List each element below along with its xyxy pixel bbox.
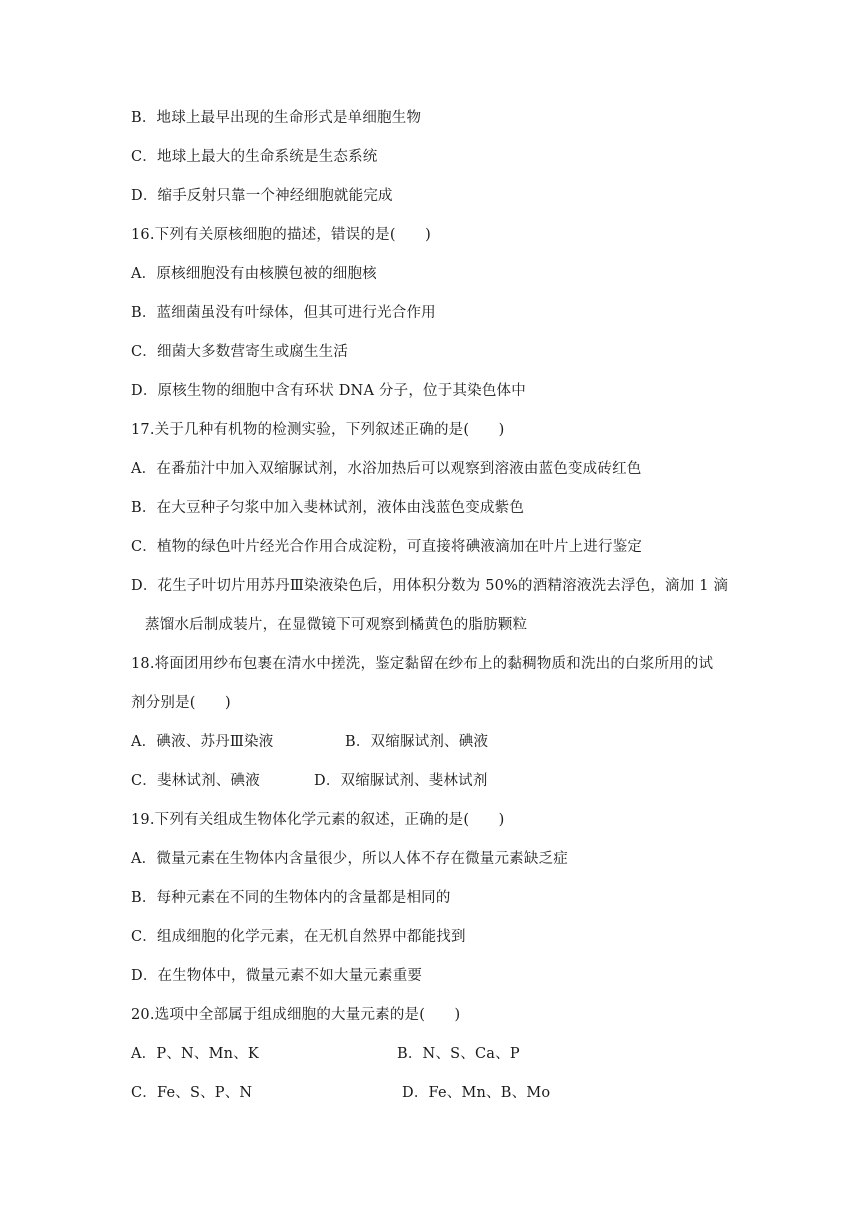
option-line: B．每种元素在不同的生物体内的含量都是相同的 [131, 890, 451, 906]
option-line: B．在大豆种子匀浆中加入斐林试剂，液体由浅蓝色变成紫色 [131, 500, 525, 516]
question-16: 16.下列有关原核细胞的描述，错误的是( ) [131, 227, 431, 243]
question-20: 20.选项中全部属于组成细胞的大量元素的是( ) [131, 1007, 461, 1023]
option-b: B．N、S、Ca、P [397, 1046, 520, 1062]
option-line: B．蓝细菌虽没有叶绿体，但其可进行光合作用 [131, 305, 436, 321]
option-line: D．花生子叶切片用苏丹Ⅲ染液染色后，用体积分数为 50%的酒精溶液洗去浮色，滴加 1 滴 [131, 578, 729, 594]
option-b: B．双缩脲试剂、碘液 [345, 734, 489, 750]
option-a: A．P、N、Mn、K [131, 1046, 259, 1062]
option-d: D．Fe、Mn、B、Mo [402, 1085, 551, 1101]
question-19: 19.下列有关组成生物体化学元素的叙述，正确的是( ) [131, 812, 505, 828]
option-line: A．原核细胞没有由核膜包被的细胞核 [131, 266, 377, 282]
option-line: D．原核生物的细胞中含有环状 DNA 分子，位于其染色体中 [131, 383, 526, 399]
option-d: D．双缩脲试剂、斐林试剂 [314, 773, 488, 789]
option-c: C．Fe、S、P、N [131, 1085, 253, 1101]
option-line: C．植物的绿色叶片经光合作用合成淀粉，可直接将碘液滴加在叶片上进行鉴定 [131, 539, 643, 555]
option-line: D．在生物体中，微量元素不如大量元素重要 [131, 968, 423, 984]
option-line: A．微量元素在生物体内含量很少，所以人体不存在微量元素缺乏症 [131, 851, 568, 867]
option-c: C．斐林试剂、碘液 [131, 773, 260, 789]
option-line: B．地球上最早出现的生命形式是单细胞生物 [131, 110, 422, 126]
question-18: 18.将面团用纱布包裹在清水中搓洗，鉴定黏留在纱布上的黏稠物质和洗出的白浆所用的试 [131, 656, 714, 672]
option-line: A．在番茄汁中加入双缩脲试剂，水浴加热后可以观察到溶液由蓝色变成砖红色 [131, 461, 642, 477]
option-line: D．缩手反射只靠一个神经细胞就能完成 [131, 188, 393, 204]
option-continuation: 蒸馏水后制成装片，在显微镜下可观察到橘黄色的脂肪颗粒 [145, 617, 528, 633]
option-line: C．细菌大多数营寄生或腐生生活 [131, 344, 349, 360]
option-a: A．碘液、苏丹Ⅲ染液 [131, 734, 274, 750]
question-17: 17.关于几种有机物的检测实验，下列叙述正确的是( ) [131, 422, 505, 438]
question-18-continuation: 剂分别是( ) [131, 695, 231, 711]
option-line: C．组成细胞的化学元素，在无机自然界中都能找到 [131, 929, 466, 945]
option-line: C．地球上最大的生命系统是生态系统 [131, 149, 378, 165]
